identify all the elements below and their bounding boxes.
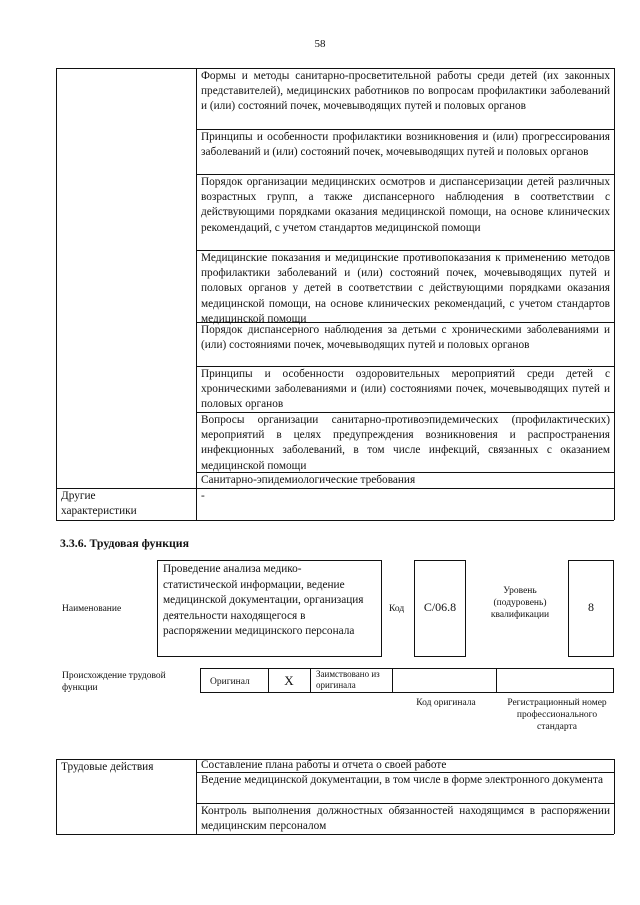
actions-label: Трудовые действия [61, 761, 154, 773]
code-label: Код [389, 604, 405, 614]
other-characteristics-value: - [201, 490, 205, 502]
knowledge-row: Принципы и особенности оздоровительных мероприятий среди детей с хроническими заболеваниями и (или) состояниями почек, мочевыводящих путей и половых органов [201, 368, 610, 411]
knowledge-row: Порядок организации медицинских осмотров и диспансеризации детей различных возрастных групп, а также диспансерного наблюдения в соответствии с действующими порядками оказания медицинской помощи, на основе клинических рекомендаций, с учетом стандартов медицинской помощи [201, 176, 610, 234]
reg-number-label: Регистрационный номер профессионального стандарта [507, 698, 607, 732]
origin-label: Происхождение трудовой функции [62, 671, 166, 693]
code-original-label: Код оригинала [416, 698, 476, 708]
page-number: 58 [314, 38, 326, 50]
knowledge-row: Вопросы организации санитарно-противоэпидемических (профилактических) мероприятий в целях предупреждения возникновения и распространения инфекционных заболеваний, в том числе инфекций, связанных с оказанием медицинской помощи [201, 414, 610, 472]
level-label: Уровень (подуровень) квалификации [490, 586, 550, 620]
code-value: С/06.8 [423, 600, 457, 614]
function-name: Проведение анализа медико-статистической информации, ведение медицинской документации, организация деятельности находящегося в распоряжении медицинского персонала [163, 563, 364, 638]
borrowed-label: Заимствовано из оригинала [316, 669, 380, 690]
knowledge-row: Принципы и особенности профилактики возникновения и (или) прогрессирования заболеваний и (или) состояний почек, мочевыводящих путей и половых органов [201, 131, 610, 159]
original-mark: X [284, 673, 294, 688]
level-value: 8 [588, 600, 594, 614]
knowledge-row: Санитарно-эпидемиологические требования [201, 474, 416, 486]
original-label: Оригинал [210, 677, 250, 687]
knowledge-row: Медицинские показания и медицинские противопоказания к применению методов профилактики заболеваний и (или) состояний почек, мочевыводящих путей и половых органов у детей в соответствии с действующими порядками оказания медицинской помощи, на основе клинических рекомендаций, с учетом стандартов медицинской помощи [201, 252, 610, 325]
knowledge-row: Порядок диспансерного наблюдения за детьми с хроническими заболеваниями и (или) состояниями почек, мочевыводящих путей и половых органов [201, 324, 610, 352]
action-row: Составление плана работы и отчета о своей работе [201, 759, 447, 771]
other-characteristics-label: Другие характеристики [61, 490, 137, 518]
name-label: Наименование [62, 604, 122, 614]
action-row: Ведение медицинской документации, в том числе в форме электронного документа [201, 774, 604, 786]
action-row: Контроль выполнения должностных обязанностей находящимся в распоряжении медицинским персоналом [201, 805, 610, 833]
section-heading: 3.3.6. Трудовая функция [60, 536, 189, 550]
knowledge-row: Формы и методы санитарно-просветительной работы среди детей (их законных представителей), медицинских работников по вопросам профилактики заболеваний и (или) состояний почек, мочевыводящих путей и половых органов [201, 70, 610, 113]
